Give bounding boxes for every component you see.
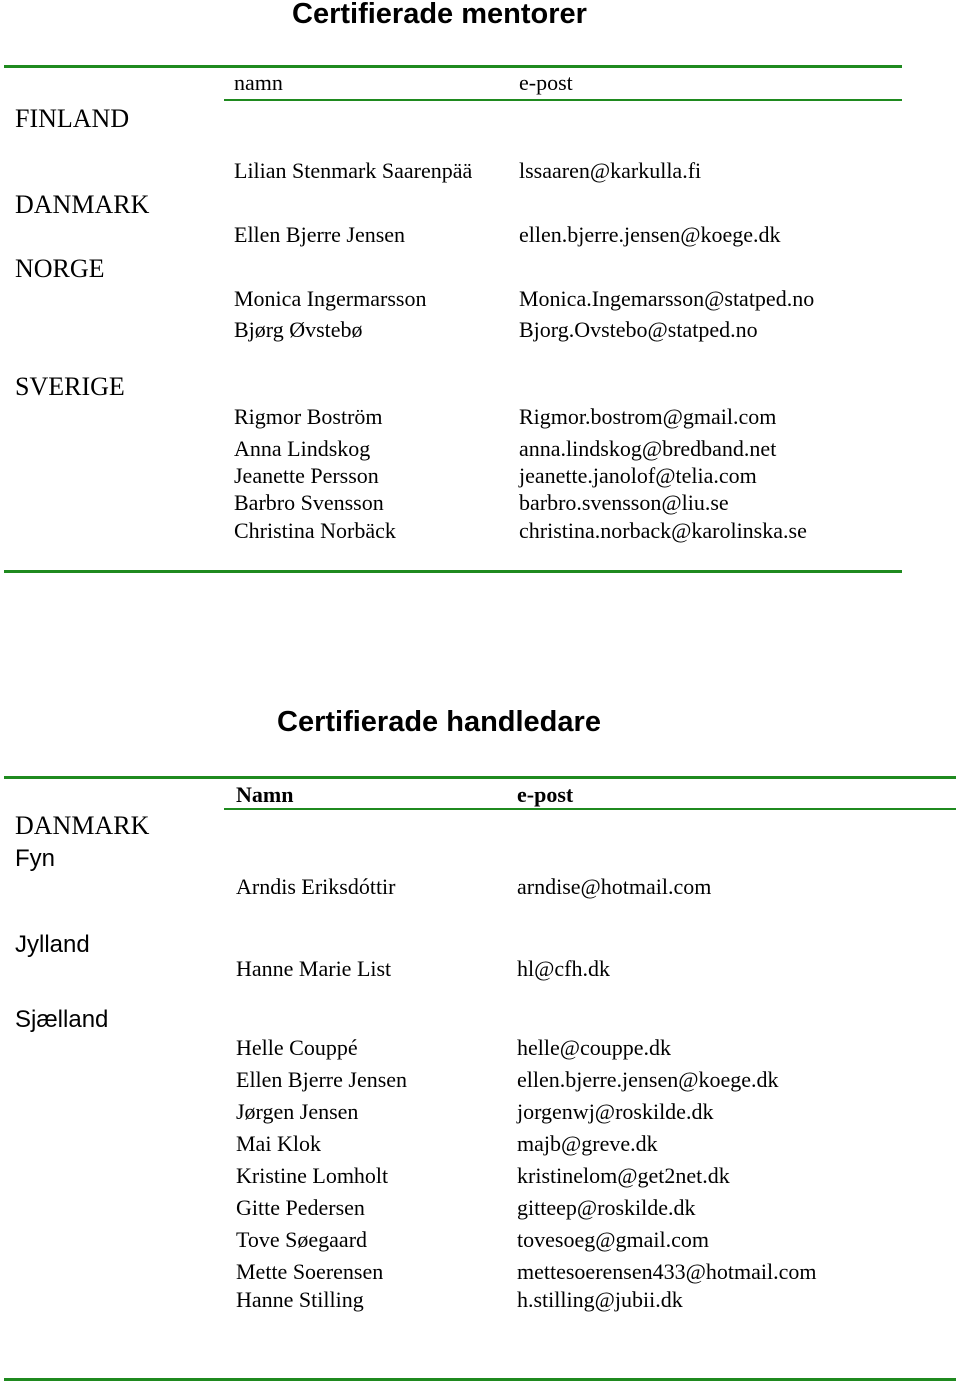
mentors-header-rule [224,99,902,101]
handledare-email[interactable]: helle@couppe.dk [517,1035,672,1060]
handledare-email[interactable]: kristinelom@get2net.dk [517,1163,730,1188]
handledare-top-rule [4,776,956,779]
region-sjaelland: Sjælland [15,1006,109,1033]
handledare-email[interactable]: ellen.bjerre.jensen@koege.dk [517,1067,779,1092]
handledare-header-name: Namn [236,782,294,807]
mentor-email[interactable]: jeanette.janolof@telia.com [519,463,757,488]
country-danmark: DANMARK [15,190,150,219]
mentor-name: Anna Lindskog [234,436,371,461]
mentors-header-name: namn [234,70,283,95]
mentor-email[interactable]: christina.norback@karolinska.se [519,518,807,543]
mentor-email[interactable]: ellen.bjerre.jensen@koege.dk [519,222,781,247]
handledare-name: Mette Soerensen [236,1259,384,1284]
handledare-email[interactable]: majb@greve.dk [517,1131,658,1156]
mentor-email[interactable]: anna.lindskog@bredband.net [519,436,777,461]
mentor-name: Barbro Svensson [234,490,384,515]
handledare-name: Ellen Bjerre Jensen [236,1067,408,1092]
handledare-email[interactable]: mettesoerensen433@hotmail.com [517,1259,817,1284]
mentor-email[interactable]: Rigmor.bostrom@gmail.com [519,404,777,429]
handledare-name: Helle Couppé [236,1035,358,1060]
handledare-name: Hanne Stilling [236,1287,364,1312]
mentors-title: Certifierade mentorer [292,0,587,30]
mentor-name: Bjørg Øvstebø [234,317,363,342]
handledare-email[interactable]: jorgenwj@roskilde.dk [517,1099,714,1124]
country-danmark-handledare: DANMARK [15,811,150,840]
handledare-header-rule [224,808,956,810]
handledare-email[interactable]: tovesoeg@gmail.com [517,1227,709,1252]
handledare-name: Arndis Eriksdóttir [236,874,396,899]
mentor-name: Ellen Bjerre Jensen [234,222,406,247]
handledare-email[interactable]: h.stilling@jubii.dk [517,1287,683,1312]
mentor-email[interactable]: lssaaren@karkulla.fi [519,158,702,183]
country-sverige: SVERIGE [15,372,125,401]
mentor-email[interactable]: Monica.Ingemarsson@statped.no [519,286,815,311]
mentor-name: Christina Norbäck [234,518,396,543]
handledare-email[interactable]: arndise@hotmail.com [517,874,712,899]
mentor-name: Jeanette Persson [234,463,379,488]
mentor-name: Monica Ingermarsson [234,286,427,311]
mentors-top-rule [4,65,902,68]
handledare-name: Mai Klok [236,1131,321,1156]
handledare-bottom-rule [4,1378,956,1381]
handledare-title: Certifierade handledare [277,706,601,738]
handledare-name: Jørgen Jensen [236,1099,359,1124]
region-jylland: Jylland [15,931,90,958]
mentor-name: Lilian Stenmark Saarenpää [234,158,473,183]
handledare-email[interactable]: gitteep@roskilde.dk [517,1195,696,1220]
handledare-name: Tove Søegaard [236,1227,368,1252]
mentors-header-email: e-post [519,70,573,95]
mentor-email[interactable]: Bjorg.Ovstebo@statped.no [519,317,758,342]
region-fyn: Fyn [15,845,56,872]
handledare-header-email: e-post [517,782,574,807]
mentor-email[interactable]: barbro.svensson@liu.se [519,490,729,515]
handledare-name: Gitte Pedersen [236,1195,365,1220]
handledare-email[interactable]: hl@cfh.dk [517,956,610,981]
handledare-name: Hanne Marie List [236,956,392,981]
country-finland: FINLAND [15,104,130,133]
country-norge: NORGE [15,254,105,283]
mentor-name: Rigmor Boström [234,404,383,429]
mentors-bottom-rule [4,570,902,573]
handledare-name: Kristine Lomholt [236,1163,389,1188]
